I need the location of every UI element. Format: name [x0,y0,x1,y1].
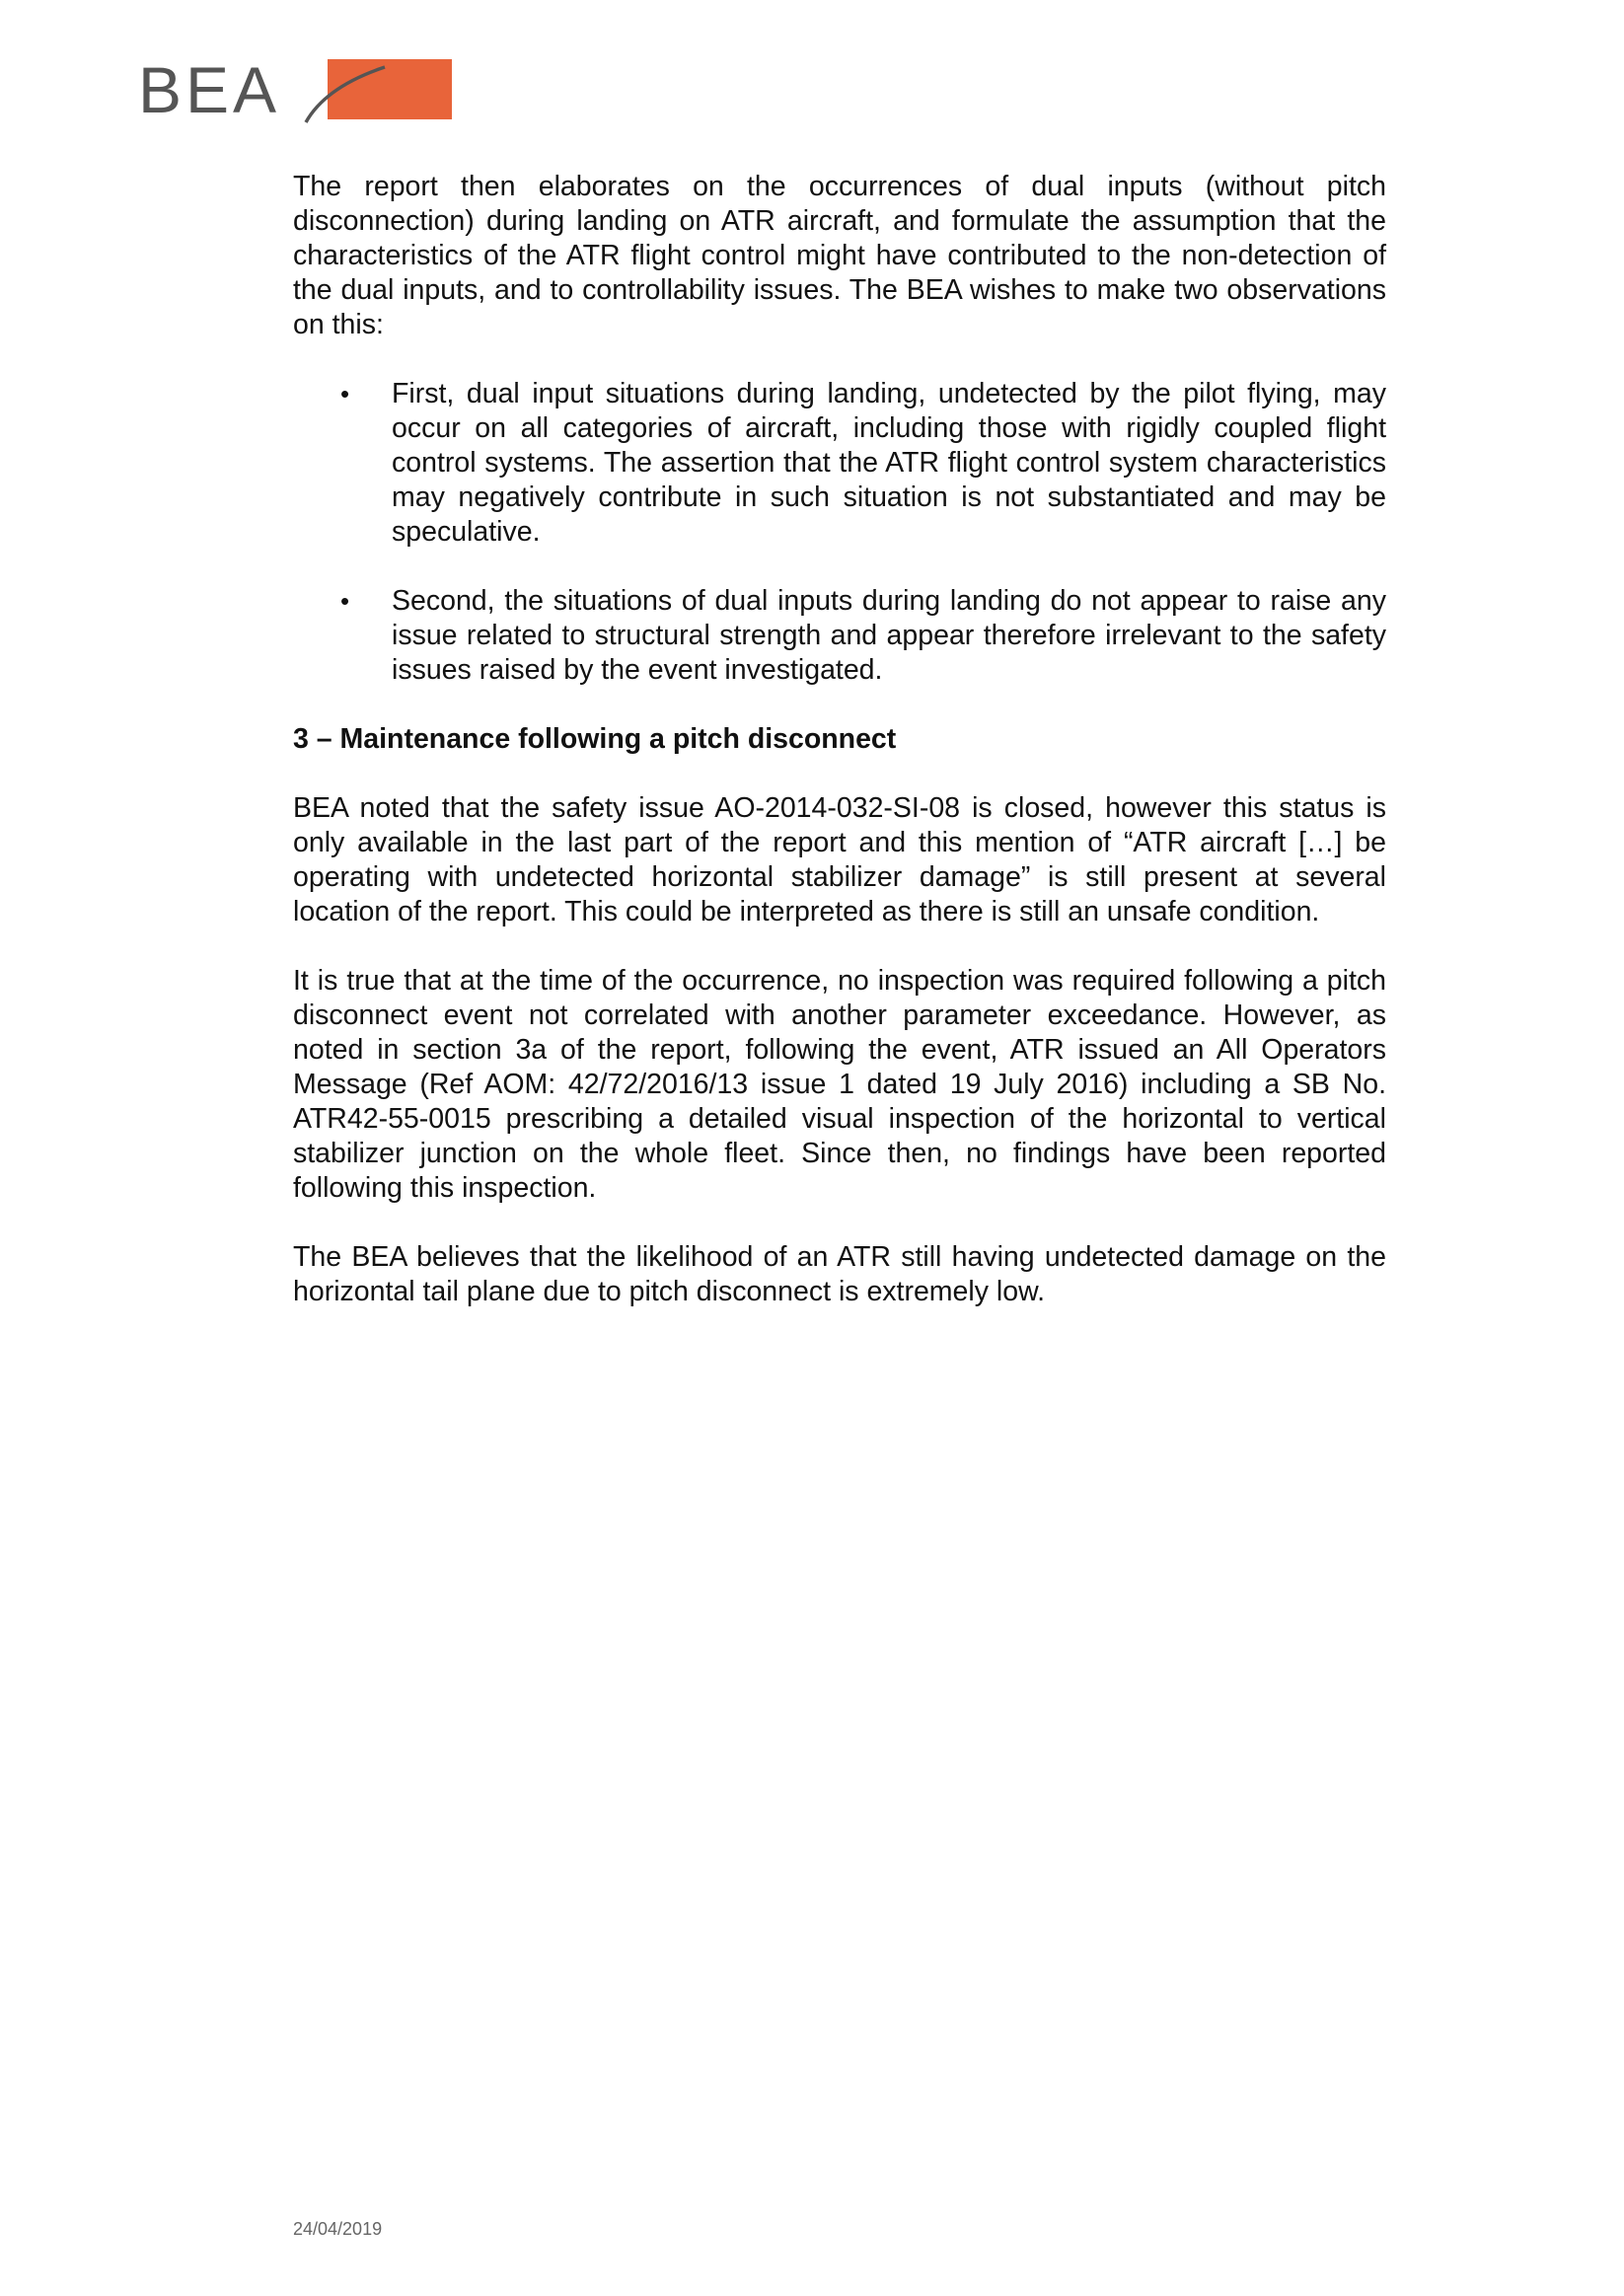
bullet-icon: • [340,379,350,408]
section-heading: 3 – Maintenance following a pitch disconnect [293,723,897,755]
list-item [293,377,1386,550]
logo-swoosh-icon [266,57,395,126]
observation-list [293,377,1386,688]
list-item-text: First, dual input situations during landing, undetected by the pilot flying, may occur on all categories of aircraft, including those with rigidly coupled flight control systems. The assertion that the ATR flight control system characteristics may negatively contribute in such situation is not substantiated and may be speculative. [392,378,1386,548]
list-item-text: Second, the situations of dual inputs during landing do not appear to raise any issue related to structural strength and appear therefore irrelevant to the safety issues raised by the event investigated. [392,585,1386,686]
bea-logo [138,53,454,126]
logo-wordmark: BEA [138,53,281,126]
paragraph: BEA noted that the safety issue AO-2014-032-SI-08 is closed, however this status is only available in the last part of the report and this mention of “ATR aircraft […] be operating with undetected horizontal stabilizer damage” is still present at several location of the report. This could be interpreted as there is still an unsafe condition. [293,792,1386,927]
list-item [293,584,1386,688]
intro-paragraph: The report then elaborates on the occurrences of dual inputs (without pitch disconnection) during landing on ATR aircraft, and formulate the assumption that the characteristics of the ATR flight control might have contributed to the non-detection of the dual inputs, and to controllability issues. The BEA wishes to make two observations on this: [293,171,1386,340]
document-body [293,170,1386,1344]
bullet-icon: • [340,586,350,616]
footer-date: 24/04/2019 [293,2219,383,2239]
paragraph: It is true that at the time of the occurrence, no inspection was required following a pitch disconnect event not correlated with another parameter exceedance. However, as noted in section 3a of the report, following the event, ATR issued an All Operators Message (Ref AOM: 42/72/2016/13 issue 1 dated 19 July 2016) including a SB No. ATR42-55-0015 prescribing a detailed visual inspection of the horizontal to vertical stabilizer junction on the whole fleet. Since then, no findings have been reported following this inspection. [293,965,1386,1204]
paragraph: The BEA believes that the likelihood of an ATR still having undetected damage on the horizontal tail plane due to pitch disconnect is extremely low. [293,1241,1386,1307]
